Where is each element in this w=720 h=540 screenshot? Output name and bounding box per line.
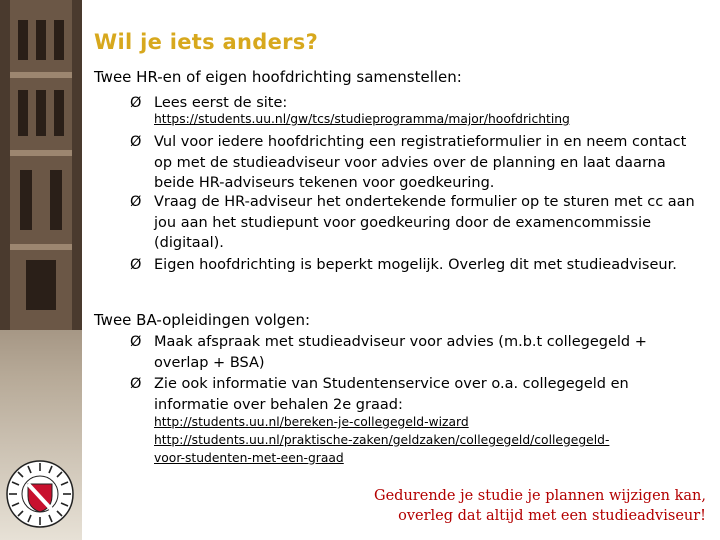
list-item-text: Lees eerst de site: [154,95,288,111]
link-collegegeld-graad-continued[interactable]: voor-studenten-met-een-graad [154,451,344,465]
arrow-bullet-icon: Ø [130,134,142,150]
page-title: Wil je iets anders? [94,30,319,54]
tower-photo [0,0,82,330]
arrow-bullet-icon: Ø [130,257,142,273]
arrow-bullet-icon: Ø [130,95,142,111]
section-heading-ba: Twee BA-opleidingen volgen: [94,311,311,329]
arrow-bullet-icon: Ø [130,194,142,210]
list-item-text: Zie ook informatie van Studentenservice over o.a. collegegeld en informatie over behalen 2e graad: [154,376,629,413]
footer-line: overleg dat altijd met een studieadviseur! [398,508,706,524]
link-collegegeld-graad[interactable]: http://students.uu.nl/praktische-zaken/geldzaken/collegegeld/collegegeld- [154,433,610,447]
list-item-text: Eigen hoofdrichting is beperkt mogelijk. Overleg dit met studieadviseur. [154,257,677,273]
arrow-bullet-icon: Ø [130,334,142,350]
link-collegegeld-wizard[interactable]: http://students.uu.nl/bereken-je-collegegeld-wizard [154,415,469,429]
arrow-bullet-icon: Ø [130,376,142,392]
list-item-text: Vraag de HR-adviseur het ondertekende formulier op te sturen met cc aan jou aan het studiepunt voor goedkeuring door de examencommissie (digitaal). [154,194,695,251]
list-item-text: Maak afspraak met studieadviseur voor advies (m.b.t collegegeld + overlap + BSA) [154,334,647,371]
university-seal-icon [4,458,76,530]
list-item-text: Vul voor iedere hoofdrichting een registratieformulier in en neem contact op met de studieadviseur voor advies over de planning en laat daarna beide HR-adviseurs tekenen voor goedkeuring. [154,134,687,191]
section-heading-hr: Twee HR-en of eigen hoofdrichting samenstellen: [94,68,462,86]
link-hoofdrichting[interactable]: https://students.uu.nl/gw/tcs/studieprogramma/major/hoofdrichting [154,112,570,126]
side-photo-strip [0,0,82,540]
footer-note [286,486,706,526]
footer-line: Gedurende je studie je plannen wijzigen kan, [374,488,706,504]
